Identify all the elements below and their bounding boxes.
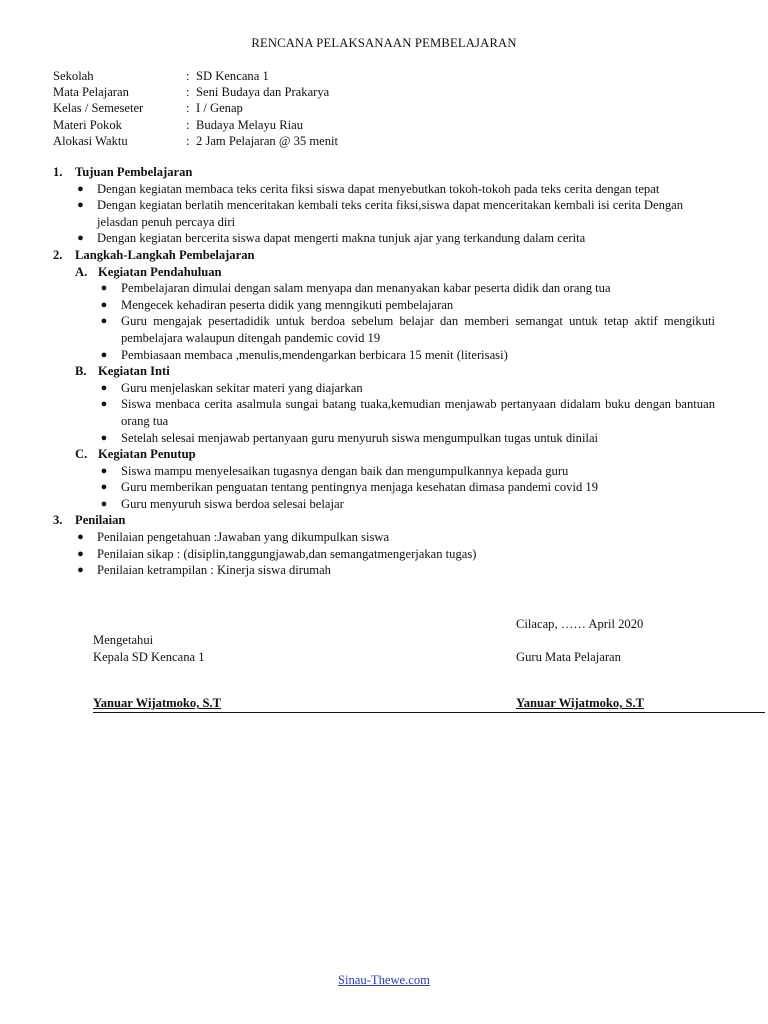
section-heading-penilaian: 3. Penilaian (53, 513, 126, 528)
bullet-icon: ● (77, 531, 84, 544)
bullet-icon: ● (100, 398, 108, 411)
subsection-heading-inti: B. Kegiatan Inti (75, 364, 170, 379)
subsection-heading-pendahuluan: A. Kegiatan Pendahuluan (75, 264, 222, 279)
info-value: 2 Jam Pelajaran @ 35 menit (196, 133, 339, 148)
list-item: ● Guru menyuruh siswa berdoa selesai belajar (53, 496, 715, 513)
list-item: ● Pembelajaran dimulai dengan salam menyapa dan menanyakan kabar peserta didik dan orang tua (53, 280, 715, 297)
info-key: Mata Pelajaran (53, 85, 129, 100)
bullet-icon: ● (100, 315, 108, 328)
principal-name: Yanuar Wijatmoko, S.T (93, 696, 222, 711)
list-item: ● Dengan kegiatan berlatih menceritakan kembali teks cerita fiksi,siswa dapat menceritakan kembali isi cerita Dengan jelasdan penuh percaya diri (53, 197, 715, 230)
tujuan-list (53, 181, 715, 247)
bullet-icon: ● (100, 348, 108, 361)
info-row-sekolah: Sekolah : SD Kencana 1 (53, 69, 269, 83)
info-row-alokasi: Alokasi Waktu : 2 Jam Pelajaran @ 35 menit (53, 133, 339, 148)
principal-role: Kepala SD Kencana 1 (93, 649, 205, 664)
bullet-icon: ● (100, 282, 108, 295)
list-item: ● Dengan kegiatan bercerita siswa dapat mengerti makna tunjuk ajar yang terkandung dalam cerita (53, 230, 715, 247)
list-item: ● Penilaian ketrampilan : Kinerja siswa dirumah (53, 562, 715, 579)
list-item: ● Penilaian pengetahuan :Jawaban yang dikumpulkan siswa (53, 529, 715, 546)
list-item: ● Guru menjelaskan sekitar materi yang diajarkan (53, 380, 715, 397)
bullet-icon: ● (100, 497, 108, 510)
info-value: SD Kencana 1 (196, 69, 269, 83)
signature-divider (93, 712, 765, 713)
teacher-name: Yanuar Wijatmoko, S.T (516, 696, 645, 711)
list-item: ● Mengecek kehadiran peserta didik yang menngikuti pembelajaran (53, 297, 715, 314)
bullet-icon: ● (77, 564, 84, 577)
info-key: Materi Pokok (53, 117, 122, 132)
bullet-icon: ● (100, 481, 108, 494)
bullet-icon: ● (77, 199, 84, 212)
list-item: ● Setelah selesai menjawab pertanyaan guru menyuruh siswa mengumpulkan tugas untuk dinilai (53, 430, 715, 447)
acknowledge-label: Mengetahui (93, 633, 154, 647)
pendahuluan-list (53, 280, 715, 363)
bullet-icon: ● (77, 182, 84, 195)
info-value: Seni Budaya dan Prakarya (196, 85, 330, 100)
bullet-icon: ● (100, 431, 108, 444)
list-item: ● Penilaian sikap : (disiplin,tanggungjawab,dan semangatmengerjakan tugas) (53, 546, 715, 563)
info-key: Alokasi Waktu (53, 133, 128, 148)
bullet-icon: ● (100, 464, 108, 477)
penilaian-list (53, 529, 715, 579)
list-item: ● Guru memberikan penguatan tentang pentingnya menjaga kesehatan dimasa pandemi covid 19 (53, 479, 715, 496)
document-title: RENCANA PELAKSANAAN PEMBELAJARAN (251, 36, 517, 50)
list-item: ● Guru mengajak pesertadidik untuk berdoa sebelum belajar dan memberi semangat untuk tetap aktif mengikuti pembelajara walaupun ditengah pandemic covid 19 (53, 313, 715, 346)
bullet-icon: ● (100, 298, 108, 311)
identity-table (53, 68, 713, 149)
signature-left (93, 632, 221, 712)
teacher-role: Guru Mata Pelajaran (516, 649, 621, 664)
bullet-icon: ● (77, 547, 84, 560)
inti-list (53, 380, 715, 446)
list-item: ● Siswa menbaca cerita asalmula sungai batang tuaka,kemudian menjawab pertanyaan didalam buku dengan bantuan orang tua (53, 396, 715, 429)
place-date: Cilacap, …… April 2020 (516, 617, 644, 631)
list-item: ● Dengan kegiatan membaca teks cerita fiksi siswa dapat menyebutkan tokoh-tokoh pada teks cerita dengan tepat (53, 181, 715, 198)
list-item: ● Pembiasaan membaca ,menulis,mendengarkan berbicara 15 menit (literisasi) (53, 347, 715, 364)
info-key: Kelas / Semeseter (53, 101, 144, 116)
footer-link[interactable]: Sinau-Thewe.com (338, 973, 430, 987)
list-item: ● Siswa mampu menyelesaikan tugasnya dengan baik dan mengumpulkannya kepada guru (53, 463, 715, 480)
penutup-list (53, 463, 715, 513)
bullet-icon: ● (100, 381, 108, 394)
info-row-mata-pelajaran: Mata Pelajaran : Seni Budaya dan Prakarya (53, 85, 330, 100)
signature-right (516, 616, 644, 712)
section-heading-tujuan: 1. Tujuan Pembelajaran (53, 165, 193, 179)
info-row-materi: Materi Pokok : Budaya Melayu Riau (53, 117, 304, 132)
info-value: I / Genap (196, 101, 243, 116)
document-body (53, 164, 715, 579)
subsection-heading-penutup: C. Kegiatan Penutup (75, 447, 196, 462)
info-row-kelas: Kelas / Semeseter : I / Genap (53, 101, 243, 116)
info-value: Budaya Melayu Riau (196, 117, 304, 132)
info-key: Sekolah (53, 69, 94, 83)
section-heading-langkah: 2. Langkah-Langkah Pembelajaran (53, 247, 255, 262)
bullet-icon: ● (77, 232, 84, 245)
